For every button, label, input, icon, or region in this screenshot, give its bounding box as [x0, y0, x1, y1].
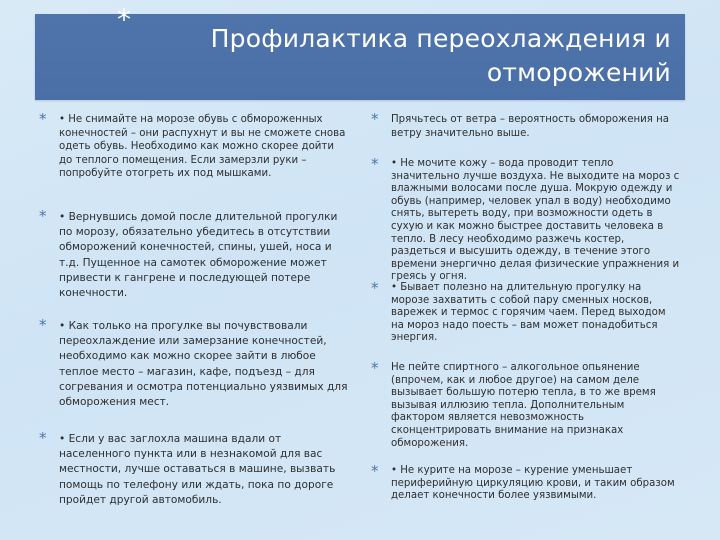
bullet-star-icon: * — [371, 110, 379, 128]
bullet-star-icon: * — [39, 110, 47, 128]
right-bullet-2-text: • Не мочите кожу – вода проводит тепло значительно лучше воздуха. Не выходите на мороз с влажными волосами после душа. Мокрую одежду и обувь (например, человек упал в воду) необходимо снять, вытереть воду, при возможности одеть в сухую и как можно быстрее доставить человека в тепло. В лесу необходимо разжечь костер, раздеться и высушить одежду, в течение этого времени энергично делая физические упражнения и греясь у огня. — [391, 158, 680, 283]
left-bullet-1-text: • Не снимайте на морозе обувь с обмороженных конечностей – они распухнут и вы не сможете снова одеть обувь. Необходимо как можно скорее дойти до теплого помещения. Если замерзли руки – попробуйте отогреть их под мышками. — [59, 114, 346, 180]
title-star-icon: * — [117, 3, 131, 36]
left-bullet-4-text: • Если у вас заглохла машина вдали от населенного пункта или в незнакомой для вас местности, лучше оставаться в машине, вызвать помощь по телефону или ждать, пока по дороге пройдет другой автомобиль. — [59, 433, 336, 506]
right-bullet-5-text: • Не курите на морозе – курение уменьшает периферийную циркуляцию крови, и таким образом делает конечности более уязвимыми. — [391, 465, 675, 502]
bullet-star-icon: * — [371, 359, 379, 377]
right-bullet-4 — [371, 359, 681, 450]
bullet-star-icon: * — [371, 279, 379, 297]
bullet-star-icon: * — [371, 155, 379, 173]
title-banner — [35, 3, 685, 100]
bullet-star-icon: * — [39, 207, 47, 225]
left-bullet-3-text: • Как только на прогулке вы почувствовали переохлаждение или замерзание конечностей, необходимо как можно скорее зайти в любое теплое место – магазин, кафе, подъезд – для согревания и осмотра потенциально уязвимых для обморожения мест. — [59, 320, 348, 409]
left-bullet-1 — [39, 110, 349, 181]
right-bullet-2 — [371, 155, 681, 284]
right-bullet-3 — [371, 279, 681, 345]
bullet-star-icon: * — [39, 316, 47, 334]
bullet-star-icon: * — [39, 429, 47, 447]
right-bullet-1 — [371, 110, 681, 140]
bullet-star-icon: * — [371, 462, 379, 480]
slide-title: Профилактика переохлаждения и отморожений — [210, 24, 671, 87]
left-bullet-3 — [39, 316, 349, 410]
left-bullet-4 — [39, 429, 349, 508]
left-bullet-2 — [39, 207, 349, 301]
right-bullet-3-text: • Бывает полезно на длительную прогулку на морозе захватить с собой пару сменных носков, варежек и термос с горячим чаем. Перед выходом на мороз надо поесть – вам может понадобиться энергия. — [391, 282, 666, 344]
left-bullet-2-text: • Вернувшись домой после длительной прогулки по морозу, обязательно убедитесь в отсутствии обморожений конечностей, спины, ушей, носа и т.д. Пущенное на самотек обморожение может привести к гангрене и последующей потере конечности. — [59, 211, 338, 300]
right-bullet-4-text: Не пейте спиртного – алкогольное опьянение (впрочем, как и любое другое) на самом деле вызывает большую потерю тепла, в то же время вызывая иллюзию тепла. Дополнительным фактором является невозможность сконцентрировать внимание на признаках обморожения. — [391, 362, 656, 449]
right-bullet-5 — [371, 462, 681, 503]
right-bullet-1-text: Прячьтесь от ветра – вероятность обморожения на ветру значительно выше. — [391, 114, 670, 139]
